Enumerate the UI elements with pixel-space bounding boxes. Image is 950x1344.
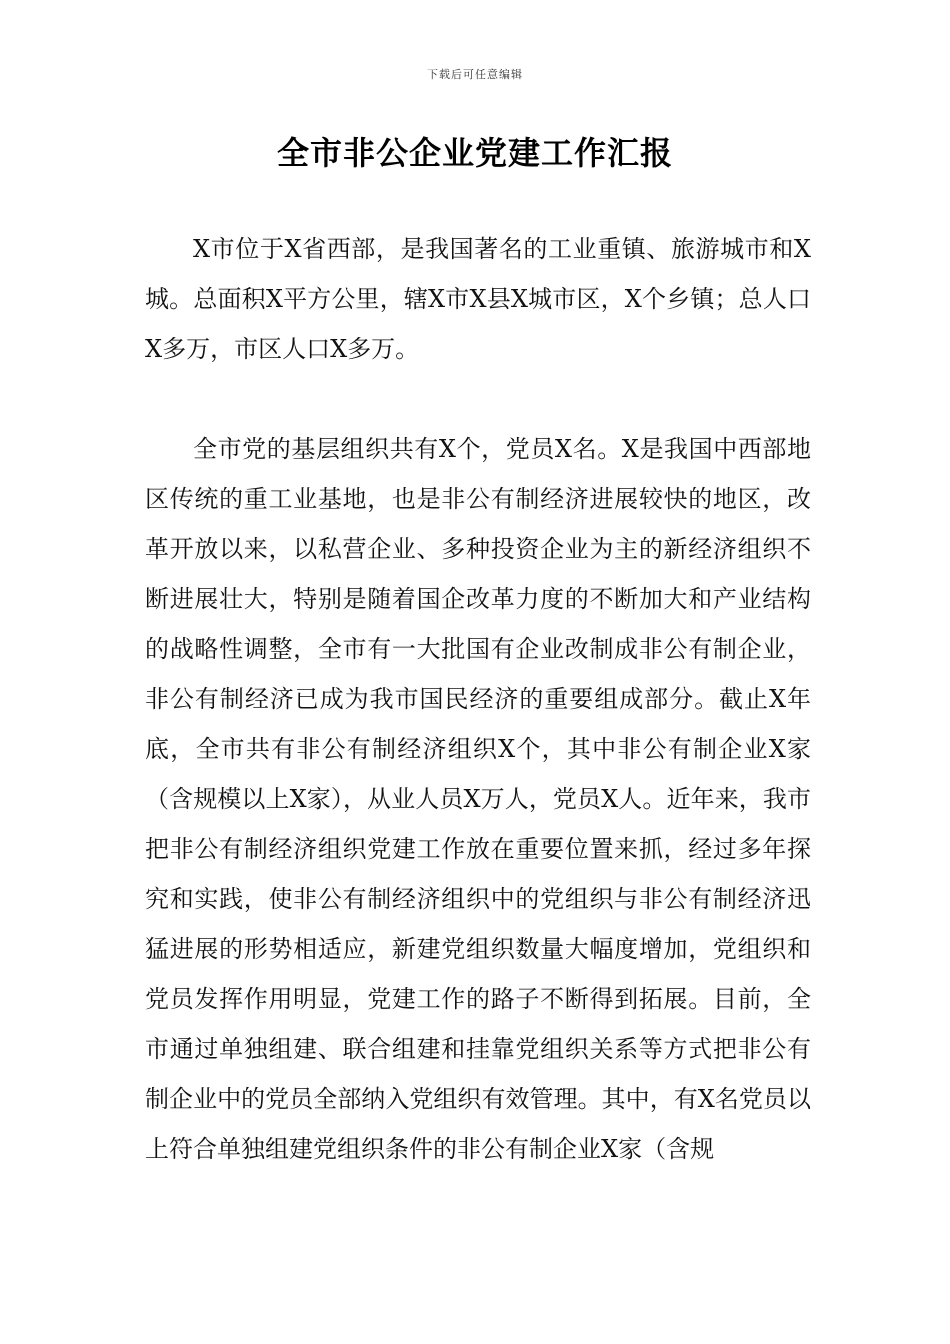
header-note: 下载后可任意编辑 <box>427 68 523 81</box>
document-title: 全市非公企业党建工作汇报 <box>276 134 673 172</box>
paragraph-2: 全市党的基层组织共有X个，党员X名。X是我国中西部地区传统的重工业基地，也是非公有制经济进展较快的地区，改革开放以来，以私营企业、多种投资企业为主的新经济组织不断进展壮大，特别是随着国企改革力度的不断加大和产业结构的战略性调整，全市有一大批国有企业改制成非公有制企业，非公有制经济已成为我市国民经济的重要组成部分。截止X年底，全市共有非公有制经济组织X个，其中非公有制企业X家（含规模以上X家），从业人员X万人，党员X人。近年来，我市把非公有制经济组织党建工作放在重要位置来抓，经过多年探究和实践，使非公有制经济组织中的党组织与非公有制经济迅猛进展的形势相适应，新建党组织数量大幅度增加，党组织和党员发挥作用明显，党建工作的路子不断得到拓展。目前，全市通过单独组建、联合组建和挂靠党组织关系等方式把非公有制企业中的党员全部纳入党组织有效管理。其中，有X名党员以上符合单独组建党组织条件的非公有制企业X家（含规 <box>145 435 811 1163</box>
paragraph-1: X市位于X省西部，是我国著名的工业重镇、旅游城市和X城。总面积X平方公里，辖X市X县X城市区，X个乡镇；总人口X多万，市区人口X多万。 <box>145 235 811 363</box>
